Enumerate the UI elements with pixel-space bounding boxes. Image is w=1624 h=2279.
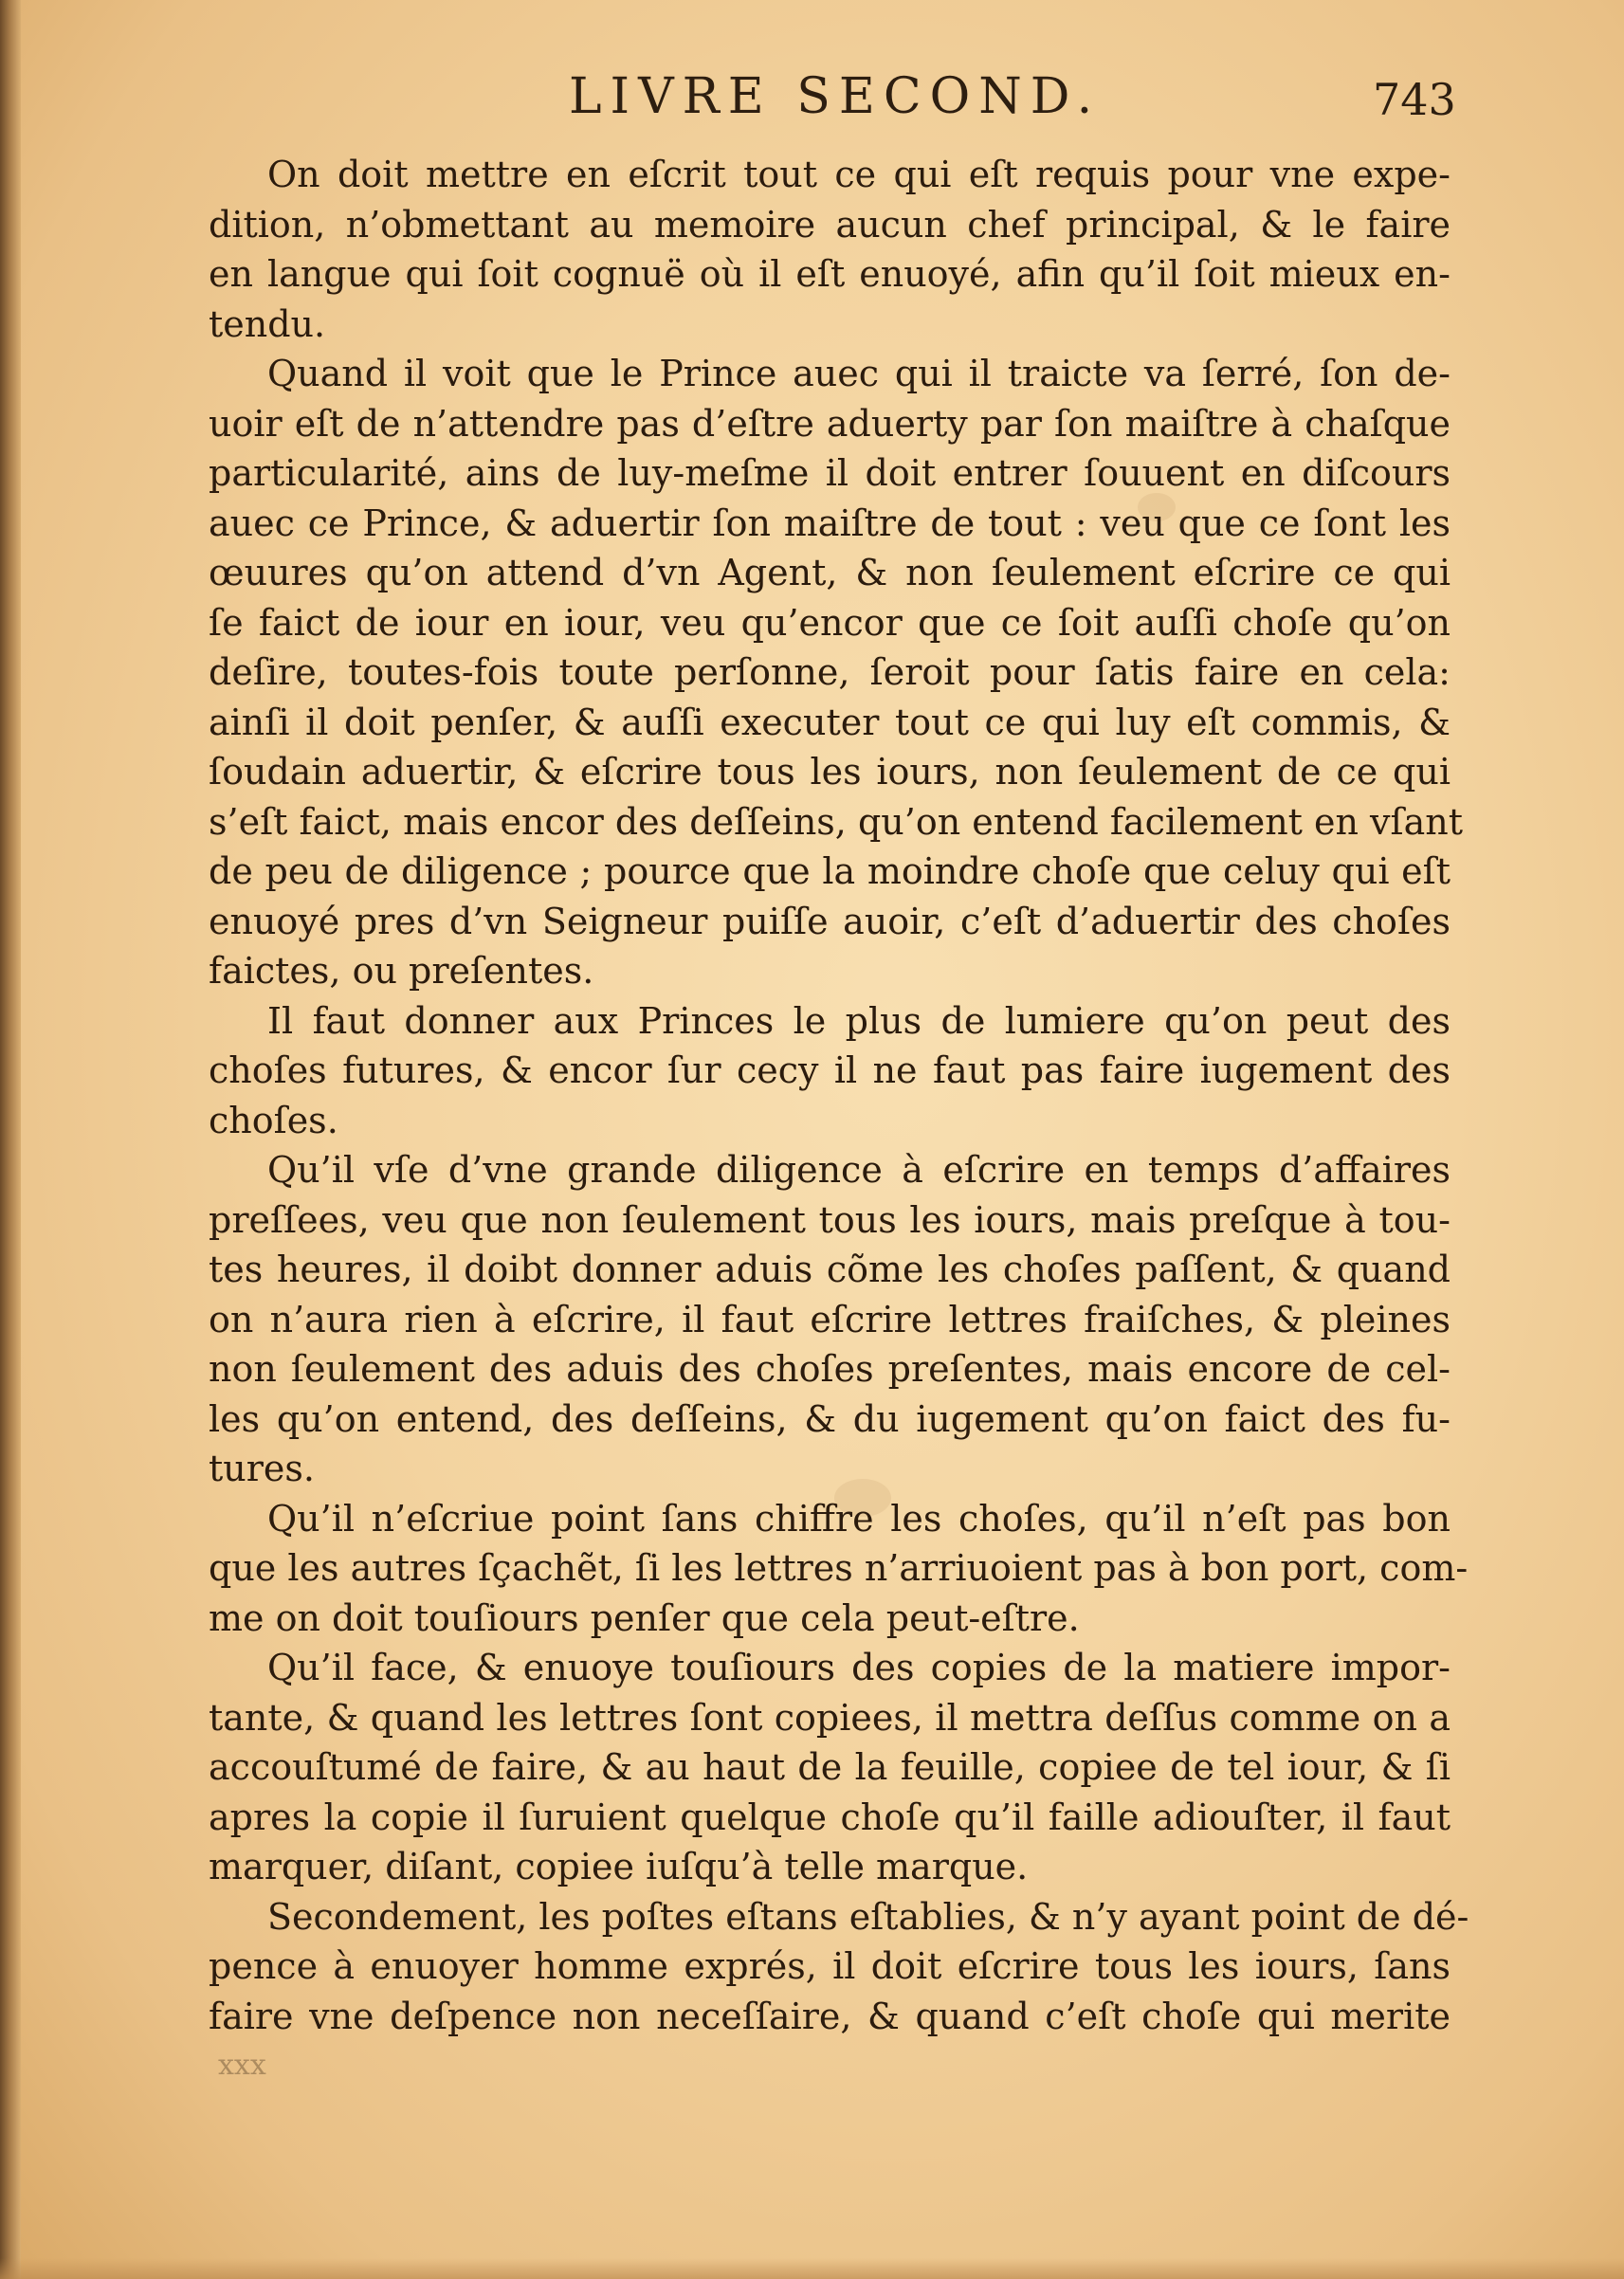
text-line: Il faut donner aux Princes le plus de lumiere qu’on peut des <box>267 999 1451 1042</box>
text-line: Quand il voit que le Prince auec qui il traicte va ſerré, ſon de- <box>267 353 1451 394</box>
text-line: Qu’il face, & enuoye touſiours des copies de la matiere impor- <box>267 1647 1451 1688</box>
text-line: faictes, ou preſentes. <box>209 950 594 992</box>
page-bottom-edge <box>0 2258 1624 2279</box>
text-line: enuoyé pres d’vn Seigneur puiſſe auoir, c’eſt d’aduertir des choſes <box>209 900 1451 942</box>
catchword: xxx <box>218 2049 266 2082</box>
body-text <box>209 150 1469 2091</box>
text-line: choſes. <box>209 1099 338 1141</box>
running-title: LIVRE SECOND. <box>569 68 1102 125</box>
running-header <box>0 68 1624 135</box>
text-line: preſſees, veu que non ſeulement tous les iours, mais preſque à tou- <box>209 1198 1451 1241</box>
text-line: les qu’on entend, des deſſeins, & du iugement qu’on faict des fu- <box>209 1397 1451 1440</box>
text-line: Secondement, les poſtes eſtans eſtablies, & n’y ayant point de dé- <box>267 1895 1469 1938</box>
page-number: 743 <box>1373 74 1456 125</box>
text-line: deſire, toutes-fois toute perſonne, ſeroit pour ſatis faire en cela: <box>209 651 1451 693</box>
text-line: s’eſt faict, mais encor des deſſeins, qu’on entend facilement en vſant <box>209 800 1463 843</box>
text-line: particularité, ains de luy-meſme il doit entrer ſouuent en diſcours <box>209 452 1451 494</box>
text-line: apres la copie il ſuruient quelque choſe qu’il faille adiouſter, il faut <box>209 1796 1451 1838</box>
text-line: de peu de diligence ; pource que la moindre choſe que celuy qui eſt <box>209 850 1451 892</box>
text-line: que les autres ſçachẽt, ſi les lettres n’arriuoient pas à bon port, com- <box>209 1547 1469 1589</box>
text-line: auec ce Prince, & aduertir ſon maiſtre de tout : veu que ce ſont les <box>209 501 1451 544</box>
text-line: uoir eſt de n’attendre pas d’eſtre aduerty par ſon maiſtre à chaſque <box>209 402 1451 445</box>
text-line: tes heures, il doibt donner aduis cõme les choſes paſſent, & quand <box>209 1249 1451 1290</box>
text-line: marquer, diſant, copiee iuſqu’à telle marque. <box>209 1846 1029 1887</box>
text-line: pence à enuoyer homme exprés, il doit eſcrire tous les iours, ſans <box>209 1945 1451 1987</box>
text-line: tures. <box>209 1448 315 1489</box>
text-line: dition, n’obmettant au memoire aucun chef principal, & le faire <box>209 203 1451 246</box>
text-line: choſes futures, & encor ſur cecy il ne faut pas faire iugement des <box>209 1049 1451 1091</box>
text-line: œuures qu’on attend d’vn Agent, & non ſeulement eſcrire ce qui <box>209 552 1451 593</box>
text-line: en langue qui ſoit cognuë où il eſt enuoyé, afin qu’il ſoit mieux en- <box>209 253 1451 295</box>
text-line: On doit mettre en eſcrit tout ce qui eſt requis pour vne expe- <box>267 154 1451 195</box>
text-line: on n’aura rien à eſcrire, il faut eſcrire lettres fraiſches, & pleines <box>209 1298 1451 1340</box>
text-line: non ſeulement des aduis des choſes preſentes, mais encore de cel- <box>209 1348 1451 1390</box>
text-line: ſe faict de iour en iour, veu qu’encor que ce ſoit auſſi choſe qu’on <box>209 601 1451 644</box>
text-line: Qu’il vſe d’vne grande diligence à eſcrire en temps d’affaires <box>267 1149 1451 1191</box>
text-line: ſoudain aduertir, & eſcrire tous les iours, non ſeulement de ce qui <box>209 751 1451 793</box>
text-line: tendu. <box>209 302 326 345</box>
text-line: accouſtumé de faire, & au haut de la feuille, copiee de tel iour, & ſi <box>209 1746 1451 1788</box>
text-line: faire vne deſpence non neceſſaire, & quand c’eſt choſe qui merite <box>209 1995 1451 2037</box>
text-line: ainſi il doit penſer, & auſſi executer tout ce qui luy eſt commis, & <box>209 701 1451 743</box>
text-line: me on doit touſiours penſer que cela peut-eſtre. <box>209 1596 1080 1639</box>
text-line: tante, & quand les lettres ſont copiees, il mettra deſſus comme on a <box>209 1696 1451 1739</box>
page-gutter <box>0 0 21 2279</box>
text-line: Qu’il n’eſcriue point ſans chiffre les choſes, qu’il n’eſt pas bon <box>267 1497 1451 1540</box>
